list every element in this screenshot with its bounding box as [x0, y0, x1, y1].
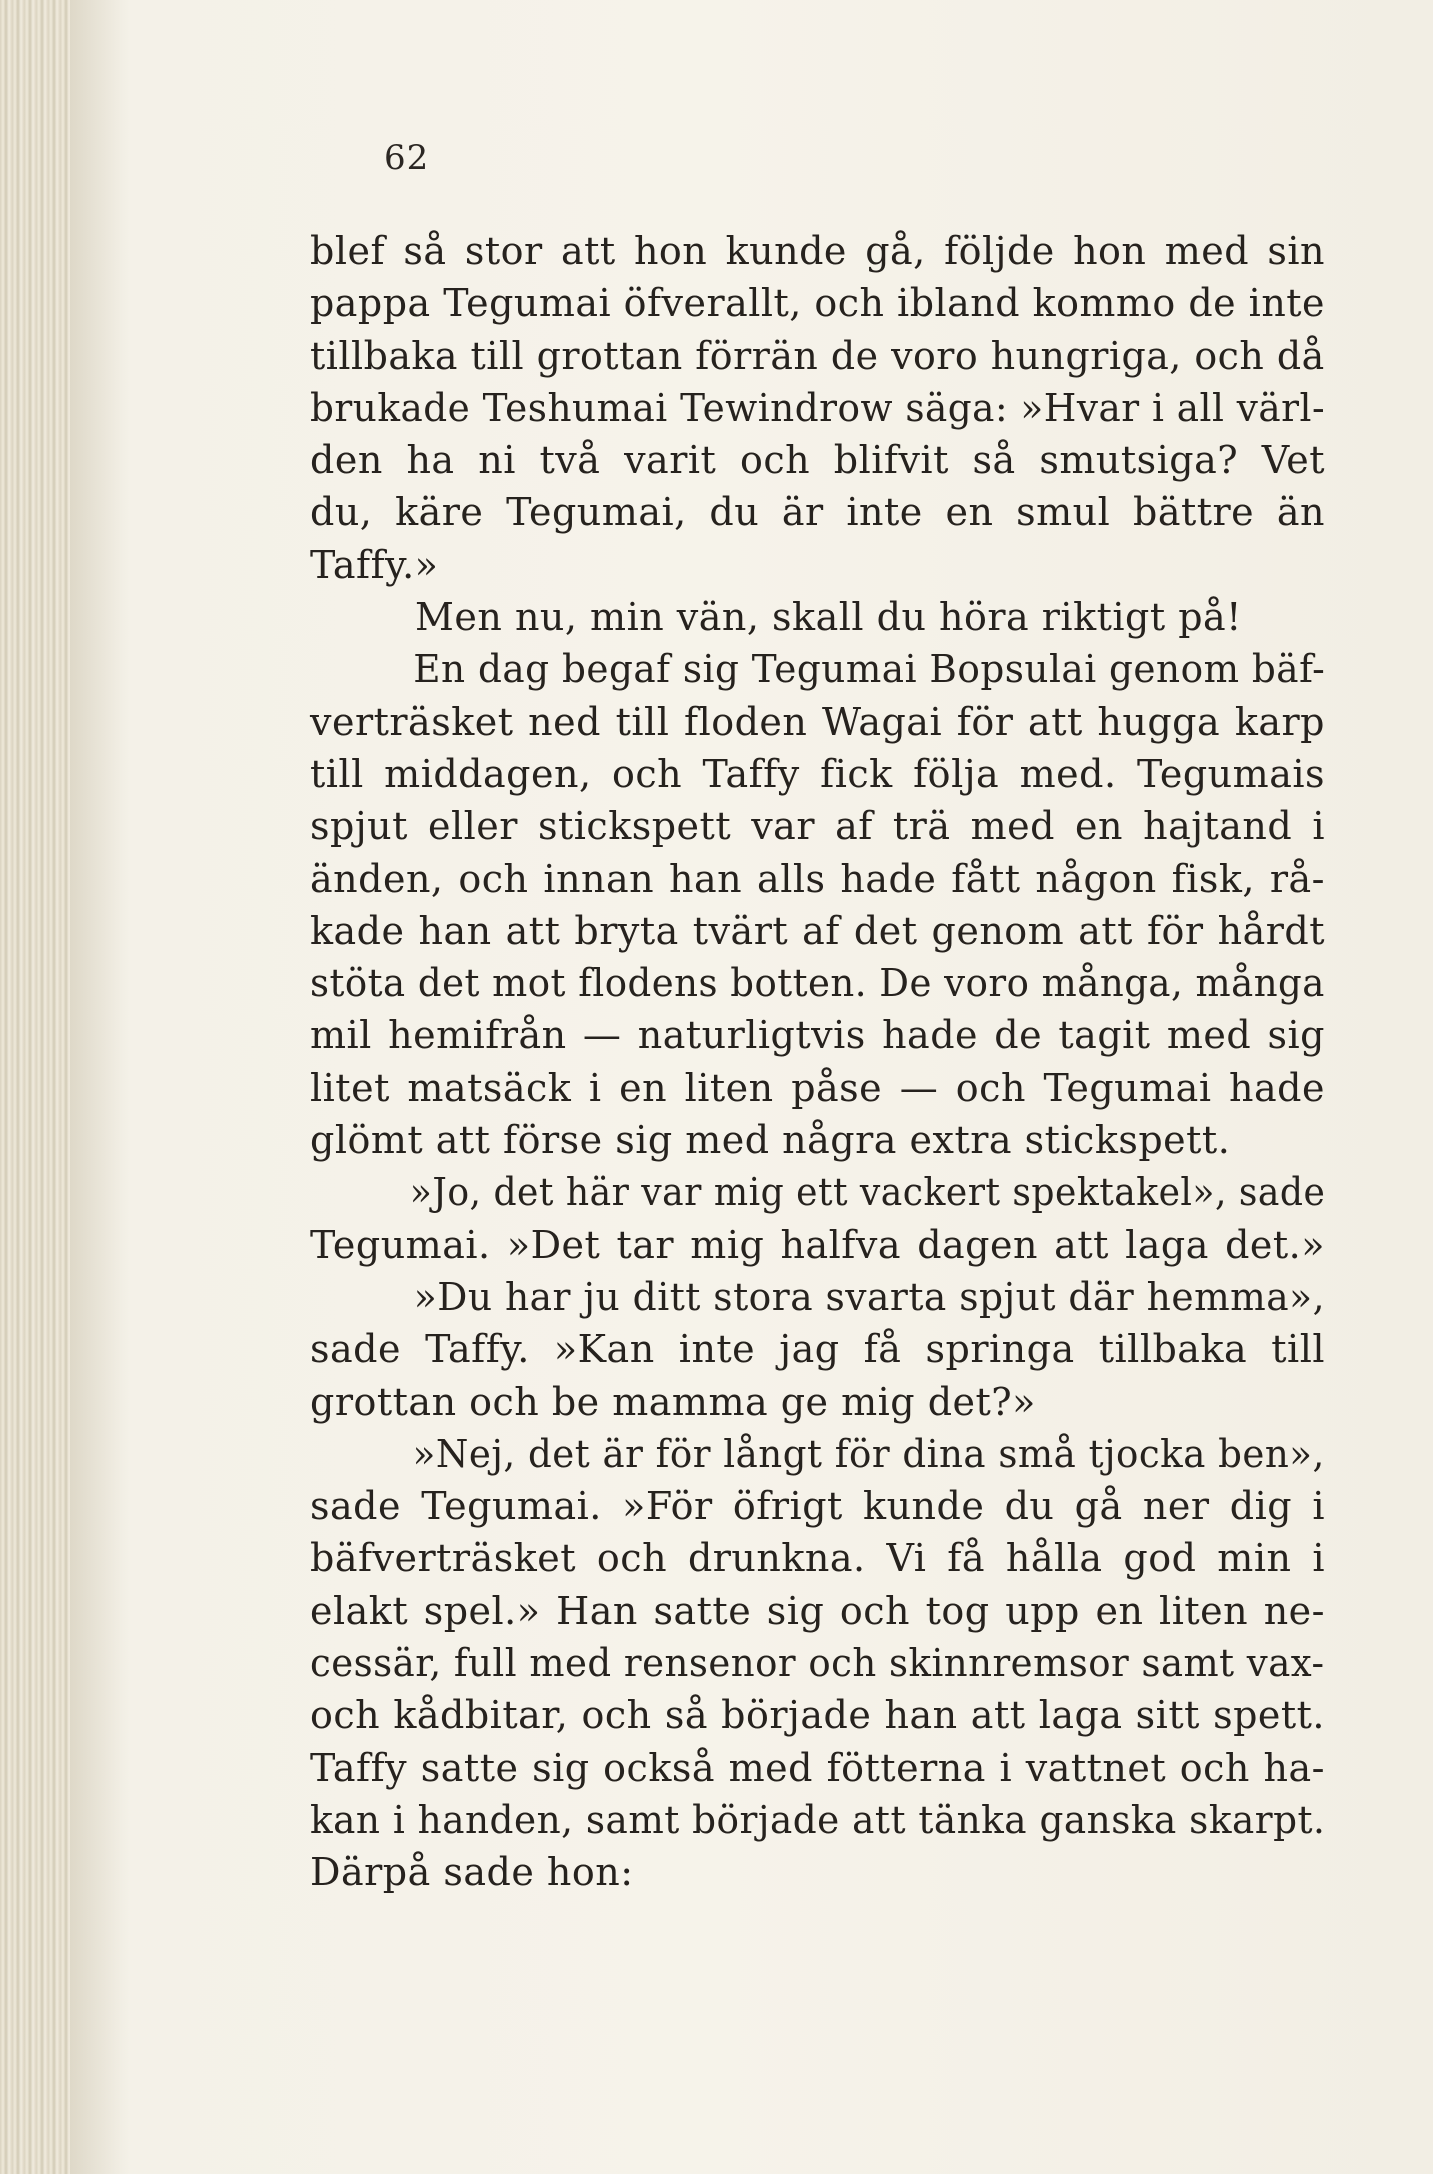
text-line: och kådbitar, och så började han att laga sitt spett.: [310, 1693, 1325, 1738]
text-line: mil hemifrån — naturligtvis hade de tagit med sig: [310, 1013, 1325, 1058]
book-spine-edge: [0, 0, 70, 2174]
text-line: sade Taffy. »Kan inte jag få springa tillbaka till: [310, 1327, 1325, 1372]
text-line: cessär, full med rensenor och skinnremsor samt vax-: [310, 1641, 1325, 1686]
text-line: verträsket ned till floden Wagai för att hugga karp: [310, 699, 1325, 744]
text-line: »Nej, det är för långt för dina små tjocka ben»,: [412, 1431, 1325, 1476]
text-line: pappa Tegumai öfverallt, och ibland kommo de inte: [310, 281, 1325, 326]
text-line: Taffy.»: [310, 542, 439, 587]
text-line: Tegumai. »Det tar mig halfva dagen att laga det.»: [310, 1222, 1325, 1267]
text-line: elakt spel.» Han satte sig och tog upp en liten ne-: [310, 1588, 1325, 1633]
text-line: den ha ni två varit och blifvit så smutsiga? Vet: [310, 438, 1325, 483]
text-line: sade Tegumai. »För öfrigt kunde du gå ner dig i: [310, 1484, 1325, 1529]
text-line: bäfverträsket och drunkna. Vi få hålla god min i: [310, 1536, 1325, 1581]
text-line: glömt att förse sig med några extra stickspett.: [310, 1118, 1231, 1163]
text-line: Men nu, min vän, skall du höra riktigt på!: [415, 595, 1242, 640]
text-line: brukade Teshumai Tewindrow säga: »Hvar i all värl-: [310, 385, 1326, 430]
text-line: kade han att bryta tvärt af det genom att för hårdt: [310, 908, 1325, 953]
text-line: änden, och innan han alls hade fått någon fisk, rå-: [310, 856, 1325, 901]
text-line: »Jo, det här var mig ett vackert spektakel», sade: [409, 1170, 1326, 1215]
text-line: litet matsäck i en liten påse — och Tegumai hade: [310, 1065, 1325, 1110]
text-line: till middagen, och Taffy fick följa med. Tegumais: [310, 751, 1325, 796]
text-line: blef så stor att hon kunde gå, följde hon med sin: [310, 229, 1325, 273]
text-line: stöta det mot flodens botten. De voro många, många: [310, 961, 1325, 1006]
text-line: Taffy satte sig också med fötterna i vattnet och ha-: [310, 1745, 1325, 1790]
text-line: »Du har ju ditt stora svarta spjut där hemma»,: [413, 1274, 1326, 1319]
text-line: spjut eller stickspett var af trä med en hajtand i: [310, 804, 1325, 849]
text-line: Därpå sade hon:: [310, 1850, 634, 1895]
text-line: du, käre Tegumai, du är inte en smul bättre än: [310, 490, 1325, 535]
text-line: kan i handen, samt började att tänka ganska skarpt.: [310, 1797, 1326, 1842]
page-number: 62: [384, 138, 430, 178]
text-line: En dag begaf sig Tegumai Bopsulai genom bäf-: [413, 647, 1326, 692]
gutter-shadow: [70, 0, 130, 2174]
text-line: tillbaka till grottan förrän de voro hungriga, och då: [310, 333, 1325, 378]
body-text: [310, 225, 1325, 1899]
text-line: grottan och be mamma ge mig det?»: [310, 1379, 1036, 1424]
